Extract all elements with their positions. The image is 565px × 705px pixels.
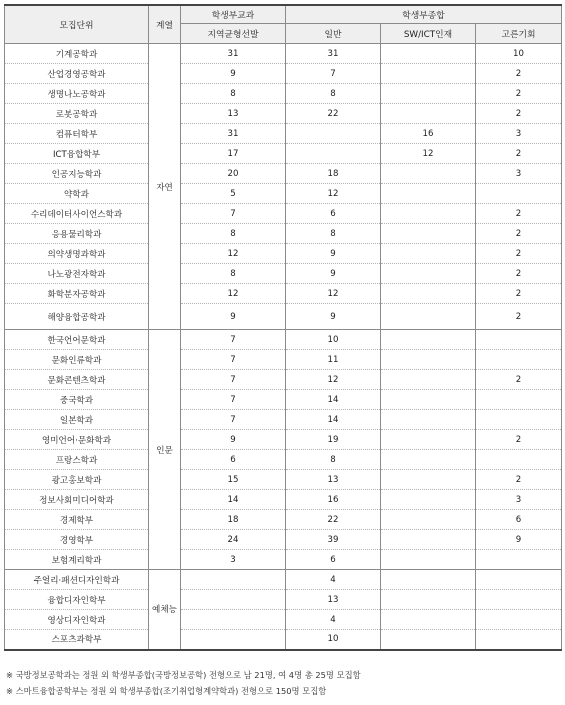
cell-unit: 인공지능학과 — [5, 164, 149, 184]
cell-regional: 17 — [181, 144, 286, 164]
table-row — [5, 184, 562, 204]
table-row — [5, 590, 562, 610]
footnotes — [6, 667, 361, 699]
header-field: 계열 — [149, 5, 181, 44]
cell-swict — [381, 450, 476, 470]
cell-general: 9 — [286, 244, 381, 264]
table-row — [5, 264, 562, 284]
cell-regional: 18 — [181, 510, 286, 530]
cell-equal — [476, 184, 562, 204]
cell-general: 7 — [286, 64, 381, 84]
cell-regional: 12 — [181, 284, 286, 304]
cell-equal: 6 — [476, 510, 562, 530]
cell-general: 18 — [286, 164, 381, 184]
cell-equal: 2 — [476, 84, 562, 104]
cell-unit: 스포츠과학부 — [5, 630, 149, 650]
table-row — [5, 510, 562, 530]
cell-swict — [381, 530, 476, 550]
header-unit: 모집단위 — [5, 5, 149, 44]
cell-regional — [181, 610, 286, 630]
group-field: 자연 — [149, 44, 181, 330]
footnote-2: ※ 스마트융합공학부는 정원 외 학생부종합(조기취업형계약학과) 전형으로 150명 모집함 — [6, 686, 327, 696]
cell-equal: 2 — [476, 64, 562, 84]
cell-unit: 기계공학과 — [5, 44, 149, 64]
cell-unit: 영미언어·문화학과 — [5, 430, 149, 450]
cell-swict: 16 — [381, 124, 476, 144]
cell-general: 8 — [286, 450, 381, 470]
cell-swict — [381, 244, 476, 264]
cell-regional: 7 — [181, 330, 286, 350]
cell-equal — [476, 330, 562, 350]
cell-unit: 일본학과 — [5, 410, 149, 430]
cell-regional: 15 — [181, 470, 286, 490]
table-row — [5, 470, 562, 490]
cell-general: 39 — [286, 530, 381, 550]
cell-unit: 광고홍보학과 — [5, 470, 149, 490]
cell-regional: 31 — [181, 44, 286, 64]
cell-regional: 20 — [181, 164, 286, 184]
cell-equal: 2 — [476, 430, 562, 450]
cell-swict — [381, 44, 476, 64]
cell-equal — [476, 550, 562, 570]
cell-equal: 2 — [476, 264, 562, 284]
cell-general: 22 — [286, 104, 381, 124]
cell-equal: 2 — [476, 284, 562, 304]
cell-swict — [381, 284, 476, 304]
cell-unit: 영상디자인학과 — [5, 610, 149, 630]
group-field: 인문 — [149, 330, 181, 570]
cell-swict — [381, 304, 476, 330]
cell-regional: 13 — [181, 104, 286, 124]
table-row — [5, 144, 562, 164]
cell-regional: 7 — [181, 410, 286, 430]
cell-unit: 한국언어문학과 — [5, 330, 149, 350]
table-row — [5, 370, 562, 390]
header-gyogwa: 학생부교과 — [181, 5, 286, 24]
table-row — [5, 530, 562, 550]
cell-unit: 화학분자공학과 — [5, 284, 149, 304]
cell-equal: 2 — [476, 304, 562, 330]
cell-unit: 로봇공학과 — [5, 104, 149, 124]
cell-equal: 2 — [476, 470, 562, 490]
cell-general: 10 — [286, 630, 381, 650]
cell-regional: 7 — [181, 204, 286, 224]
cell-general: 6 — [286, 550, 381, 570]
table-row — [5, 104, 562, 124]
cell-general: 6 — [286, 204, 381, 224]
cell-regional: 14 — [181, 490, 286, 510]
table-row — [5, 224, 562, 244]
cell-unit: 문화콘텐츠학과 — [5, 370, 149, 390]
cell-unit: 경영학부 — [5, 530, 149, 550]
cell-regional: 3 — [181, 550, 286, 570]
cell-regional: 8 — [181, 224, 286, 244]
cell-equal: 3 — [476, 124, 562, 144]
table-row — [5, 284, 562, 304]
cell-swict — [381, 104, 476, 124]
cell-regional: 8 — [181, 84, 286, 104]
cell-regional: 9 — [181, 64, 286, 84]
cell-unit: 주얼리·패션디자인학과 — [5, 570, 149, 590]
cell-general: 14 — [286, 410, 381, 430]
cell-regional — [181, 630, 286, 650]
cell-swict — [381, 590, 476, 610]
cell-general: 4 — [286, 570, 381, 590]
cell-unit: 중국학과 — [5, 390, 149, 410]
cell-swict — [381, 224, 476, 244]
table-row — [5, 390, 562, 410]
cell-swict — [381, 330, 476, 350]
cell-general: 22 — [286, 510, 381, 530]
cell-general: 9 — [286, 304, 381, 330]
table-row — [5, 164, 562, 184]
table-row — [5, 450, 562, 470]
table-row — [5, 570, 562, 590]
cell-general: 13 — [286, 470, 381, 490]
cell-unit: 나노광전자학과 — [5, 264, 149, 284]
cell-general: 16 — [286, 490, 381, 510]
cell-general: 9 — [286, 264, 381, 284]
cell-general: 12 — [286, 184, 381, 204]
cell-swict — [381, 610, 476, 630]
cell-swict — [381, 184, 476, 204]
cell-unit: 문화인류학과 — [5, 350, 149, 370]
cell-unit: 산업경영공학과 — [5, 64, 149, 84]
cell-regional: 31 — [181, 124, 286, 144]
table-row — [5, 304, 562, 330]
cell-equal: 2 — [476, 244, 562, 264]
table-row — [5, 44, 562, 64]
cell-equal: 2 — [476, 144, 562, 164]
cell-regional: 5 — [181, 184, 286, 204]
cell-equal: 2 — [476, 224, 562, 244]
cell-equal: 2 — [476, 104, 562, 124]
table-row — [5, 244, 562, 264]
table-row — [5, 630, 562, 650]
cell-general: 19 — [286, 430, 381, 450]
header-jonghap: 학생부종합 — [286, 5, 562, 24]
cell-swict — [381, 570, 476, 590]
admission-quota-table — [4, 4, 562, 651]
cell-unit: 생명나노공학과 — [5, 84, 149, 104]
cell-swict — [381, 470, 476, 490]
cell-equal — [476, 570, 562, 590]
cell-swict — [381, 264, 476, 284]
table-row — [5, 64, 562, 84]
header-equal: 고른기회 — [476, 24, 562, 44]
table-row — [5, 204, 562, 224]
cell-regional: 7 — [181, 370, 286, 390]
cell-equal — [476, 410, 562, 430]
cell-unit: 수리데이터사이언스학과 — [5, 204, 149, 224]
cell-swict — [381, 164, 476, 184]
cell-equal: 9 — [476, 530, 562, 550]
cell-general: 8 — [286, 84, 381, 104]
cell-swict — [381, 490, 476, 510]
cell-general: 10 — [286, 330, 381, 350]
cell-regional: 6 — [181, 450, 286, 470]
cell-general: 12 — [286, 284, 381, 304]
cell-swict — [381, 430, 476, 450]
cell-general — [286, 124, 381, 144]
cell-equal — [476, 390, 562, 410]
header-swict: SW/ICT인재 — [381, 24, 476, 44]
cell-equal — [476, 450, 562, 470]
cell-swict — [381, 204, 476, 224]
cell-equal — [476, 350, 562, 370]
cell-general: 13 — [286, 590, 381, 610]
table-row — [5, 610, 562, 630]
table-row — [5, 430, 562, 450]
table-body — [5, 44, 562, 650]
cell-regional: 7 — [181, 350, 286, 370]
cell-regional — [181, 570, 286, 590]
cell-unit: 응용물리학과 — [5, 224, 149, 244]
cell-equal — [476, 610, 562, 630]
cell-swict — [381, 370, 476, 390]
cell-unit: 정보사회미디어학과 — [5, 490, 149, 510]
cell-unit: 프랑스학과 — [5, 450, 149, 470]
cell-unit: 경제학부 — [5, 510, 149, 530]
cell-regional: 24 — [181, 530, 286, 550]
table-row — [5, 410, 562, 430]
header-general: 일반 — [286, 24, 381, 44]
cell-regional: 7 — [181, 390, 286, 410]
cell-general: 4 — [286, 610, 381, 630]
cell-swict — [381, 390, 476, 410]
cell-regional: 9 — [181, 304, 286, 330]
cell-swict — [381, 510, 476, 530]
header-regional: 지역균형선발 — [181, 24, 286, 44]
cell-swict — [381, 630, 476, 650]
table-row — [5, 490, 562, 510]
cell-equal: 3 — [476, 164, 562, 184]
cell-equal — [476, 630, 562, 650]
cell-unit: 의약생명과학과 — [5, 244, 149, 264]
cell-equal: 2 — [476, 204, 562, 224]
table-row — [5, 84, 562, 104]
cell-general: 8 — [286, 224, 381, 244]
footnote-1: ※ 국방정보공학과는 정원 외 학생부종합(국방정보공학) 전형으로 남 21명, 여 4명 총 25명 모집함 — [6, 670, 361, 680]
table-row — [5, 550, 562, 570]
cell-swict: 12 — [381, 144, 476, 164]
cell-equal: 2 — [476, 370, 562, 390]
cell-equal: 10 — [476, 44, 562, 64]
cell-regional: 9 — [181, 430, 286, 450]
cell-unit: 약학과 — [5, 184, 149, 204]
cell-swict — [381, 410, 476, 430]
cell-general: 14 — [286, 390, 381, 410]
table-row — [5, 350, 562, 370]
group-field: 예체능 — [149, 570, 181, 650]
cell-general: 12 — [286, 370, 381, 390]
cell-general: 11 — [286, 350, 381, 370]
cell-unit: 보험계리학과 — [5, 550, 149, 570]
cell-general — [286, 144, 381, 164]
cell-unit: 해양융합공학과 — [5, 304, 149, 330]
cell-equal: 3 — [476, 490, 562, 510]
cell-swict — [381, 350, 476, 370]
cell-regional: 8 — [181, 264, 286, 284]
cell-unit: 융합디자인학부 — [5, 590, 149, 610]
cell-unit: ICT융합학부 — [5, 144, 149, 164]
table-row — [5, 330, 562, 350]
cell-unit: 컴퓨터학부 — [5, 124, 149, 144]
cell-regional: 12 — [181, 244, 286, 264]
cell-swict — [381, 550, 476, 570]
cell-swict — [381, 84, 476, 104]
cell-regional — [181, 590, 286, 610]
table-row — [5, 124, 562, 144]
cell-general: 31 — [286, 44, 381, 64]
cell-swict — [381, 64, 476, 84]
cell-equal — [476, 590, 562, 610]
